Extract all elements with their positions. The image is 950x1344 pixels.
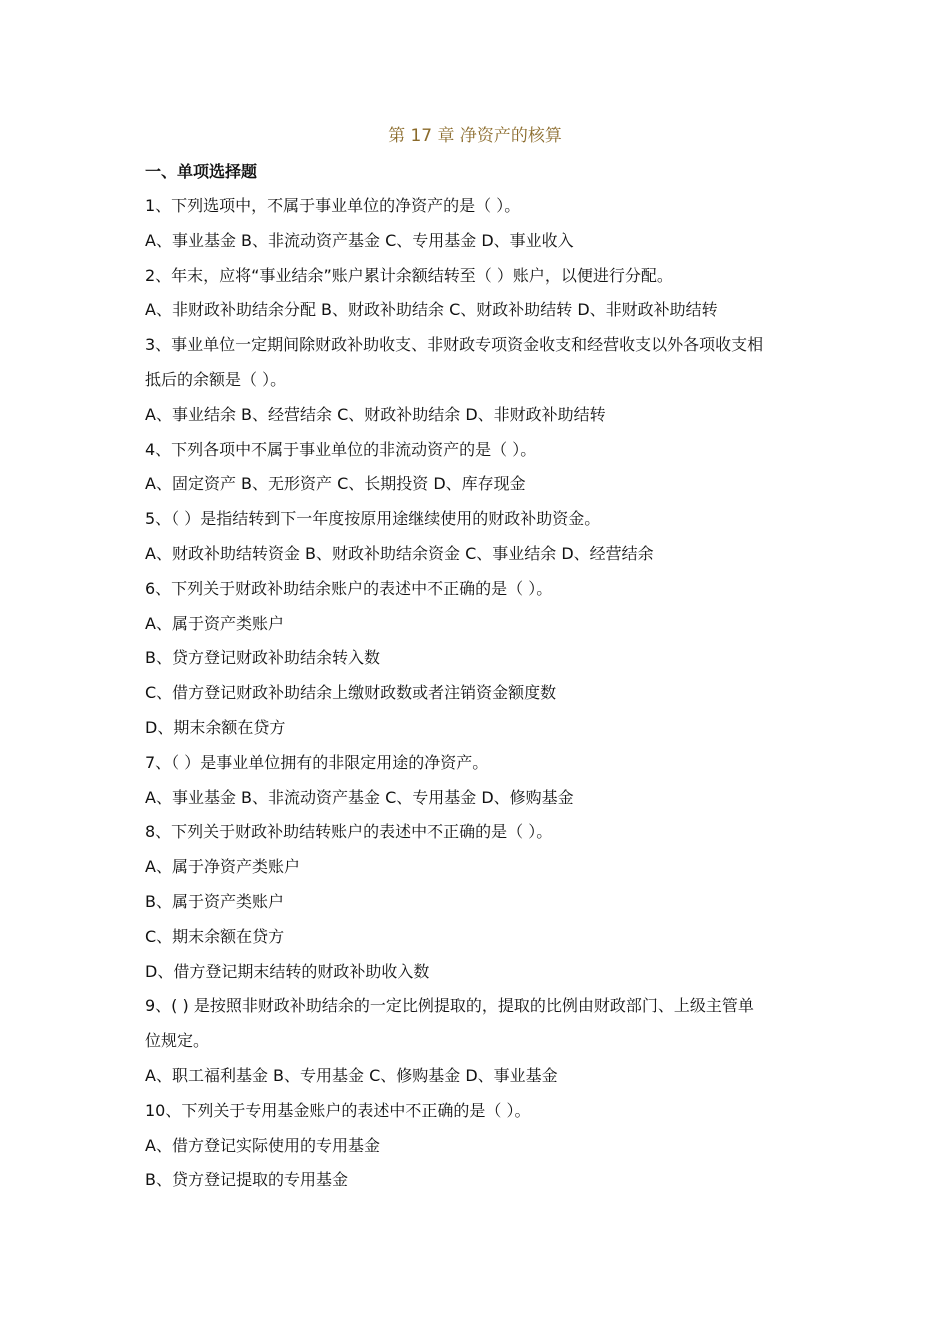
text-line: B、贷方登记提取的专用基金 xyxy=(145,1170,348,1190)
text-line: A、属于净资产类账户 xyxy=(145,857,300,877)
text-line: 8、下列关于财政补助结转账户的表述中不正确的是（ ）。 xyxy=(145,822,553,842)
text-line: 4、下列各项中不属于事业单位的非流动资产的是（ ）。 xyxy=(145,439,537,459)
section-heading: 一、单项选择题 xyxy=(145,162,258,181)
text-line: 9、( ) 是按照非财政补助结余的一定比例提取的，提取的比例由财政部门、上级主管单 xyxy=(145,996,754,1016)
text-line: A、事业基金 B、非流动资产基金 C、专用基金 D、事业收入 xyxy=(145,230,574,250)
text-line: A、属于资产类账户 xyxy=(145,613,284,633)
text-line: 5、（ ）是指结转到下一年度按原用途继续使用的财政补助资金。 xyxy=(145,509,601,529)
text-line: A、职工福利基金 B、专用基金 C、修购基金 D、事业基金 xyxy=(145,1065,558,1085)
text-line: A、财政补助结转资金 B、财政补助结余资金 C、事业结余 D、经营结余 xyxy=(145,543,654,563)
text-line: A、固定资产 B、无形资产 C、长期投资 D、库存现金 xyxy=(145,474,526,494)
text-line: D、期末余额在贷方 xyxy=(145,717,286,737)
text-line: C、借方登记财政补助结余上缴财政数或者注销资金额度数 xyxy=(145,683,557,703)
text-line: 7、（ ）是事业单位拥有的非限定用途的净资产。 xyxy=(145,752,489,772)
text-line: 1、下列选项中，不属于事业单位的净资产的是（ ）。 xyxy=(145,196,521,215)
text-line: 位规定。 xyxy=(145,1031,210,1051)
text-line: C、期末余额在贷方 xyxy=(145,926,285,946)
text-line: B、贷方登记财政补助结余转入数 xyxy=(145,648,380,668)
text-line: A、事业结余 B、经营结余 C、财政补助结余 D、非财政补助结转 xyxy=(145,404,606,424)
text-line: 3、事业单位一定期间除财政补助收支、非财政专项资金收支和经营收支以外各项收支相 xyxy=(145,335,764,355)
text-line: A、事业基金 B、非流动资产基金 C、专用基金 D、修购基金 xyxy=(145,787,574,807)
text-line: A、借方登记实际使用的专用基金 xyxy=(145,1135,380,1155)
text-line: D、借方登记期末结转的财政补助收入数 xyxy=(145,961,430,981)
chapter-title: 第 17 章 净资产的核算 xyxy=(388,126,562,146)
text-line: 抵后的余额是（ ）。 xyxy=(145,369,287,389)
text-line: B、属于资产类账户 xyxy=(145,891,284,911)
question-list xyxy=(145,194,815,1203)
text-line: 6、下列关于财政补助结余账户的表述中不正确的是（ ）。 xyxy=(145,578,553,598)
text-line: A、非财政补助结余分配 B、财政补助结余 C、财政补助结转 D、非财政补助结转 xyxy=(145,300,718,320)
text-line: 2、年末，应将“事业结余”账户累计余额结转至（ ）账户，以便进行分配。 xyxy=(145,265,673,285)
text-line: 10、下列关于专用基金账户的表述中不正确的是（ ）。 xyxy=(145,1100,531,1120)
